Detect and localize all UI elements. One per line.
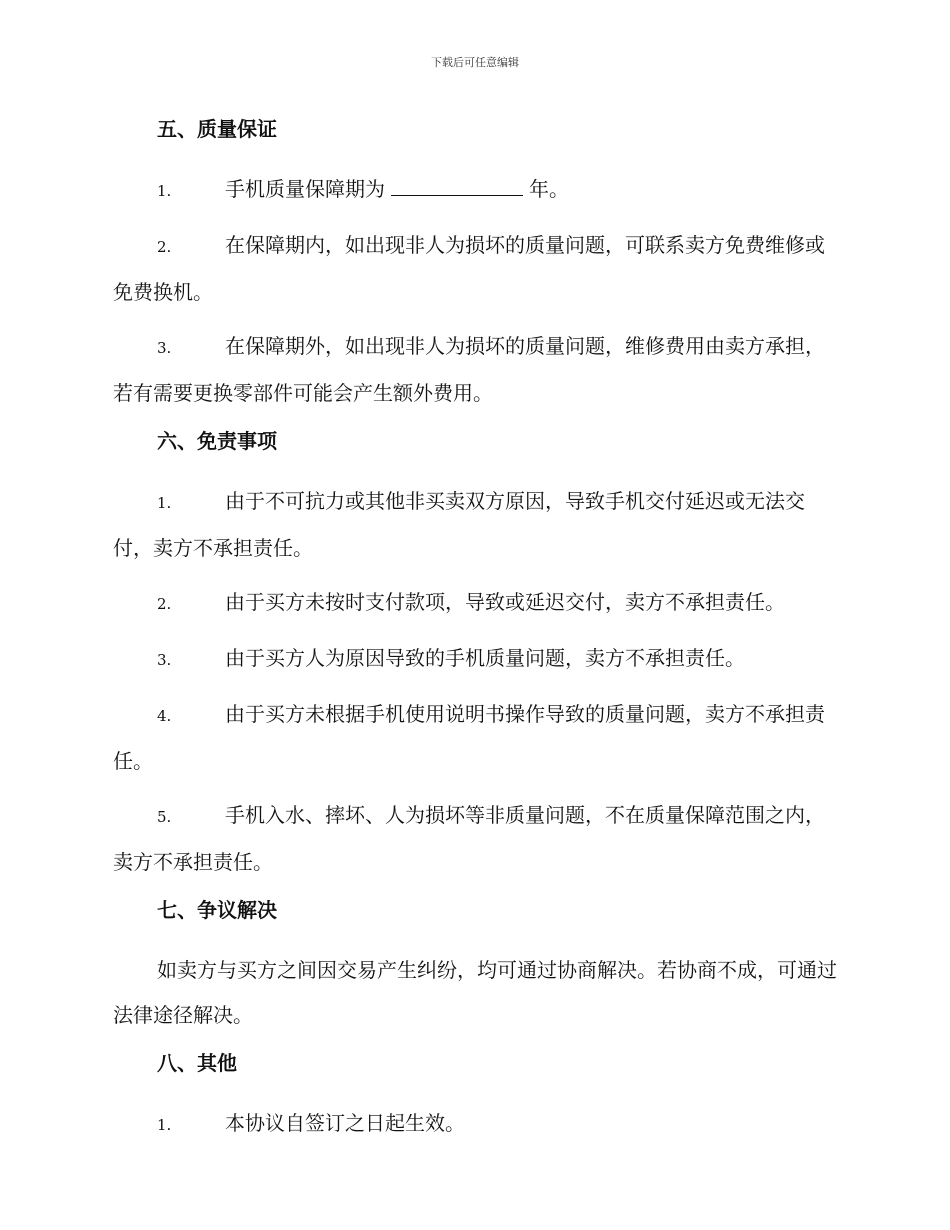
list-item xyxy=(113,692,838,784)
item-number: 2. xyxy=(157,595,172,613)
section-heading-disclaimer: 六、免责事项 xyxy=(157,429,277,453)
list-item xyxy=(113,793,838,885)
item-number: 1. xyxy=(157,1116,172,1134)
item-text: 手机入水、摔坏、人为损坏等非质量问题，不在质量保障范围之内，卖方不承担责任。 xyxy=(113,803,825,874)
item-text: 本协议自签订之日起生效。 xyxy=(225,1111,465,1135)
item-text: 由于买方未根据手机使用说明书操作导致的质量问题，卖方不承担责任。 xyxy=(113,702,825,773)
item-text: 年。 xyxy=(529,177,569,201)
item-number: 3. xyxy=(157,339,172,357)
document-body xyxy=(113,113,838,1157)
section-heading-other: 八、其他 xyxy=(157,1051,237,1075)
item-text: 在保障期外，如出现非人为损坏的质量问题，维修费用由卖方承担，若有需要更换零部件可能会产生额外费用。 xyxy=(113,334,825,405)
section-heading-dispute-resolution: 七、争议解决 xyxy=(157,898,277,922)
item-text: 在保障期内，如出现非人为损坏的质量问题，可联系卖方免费维修或免费换机。 xyxy=(113,233,825,304)
list-item xyxy=(113,223,838,315)
fill-in-blank[interactable] xyxy=(391,177,523,196)
paragraph: 如卖方与买方之间因交易产生纠纷，均可通过协商解决。若协商不成，可通过法律途径解决。 xyxy=(113,958,837,1027)
item-text: 手机质量保障期为 xyxy=(225,177,385,201)
list-item xyxy=(113,580,838,627)
list-item xyxy=(113,1101,838,1148)
item-number: 4. xyxy=(157,707,172,725)
list-item xyxy=(113,636,838,683)
list-item xyxy=(113,479,838,571)
header-note: 下载后可任意编辑 xyxy=(431,56,519,69)
section-heading-quality-guarantee: 五、质量保证 xyxy=(157,117,277,141)
item-text: 由于不可抗力或其他非买卖双方原因，导致手机交付延迟或无法交付，卖方不承担责任。 xyxy=(113,489,805,560)
item-number: 1. xyxy=(157,494,172,512)
item-text: 由于买方人为原因导致的手机质量问题，卖方不承担责任。 xyxy=(225,646,745,670)
item-number: 5. xyxy=(157,808,172,826)
list-item xyxy=(113,324,838,416)
item-number: 2. xyxy=(157,238,172,256)
list-item xyxy=(113,167,838,214)
item-number: 1. xyxy=(157,182,172,200)
item-text: 由于买方未按时支付款项，导致或延迟交付，卖方不承担责任。 xyxy=(225,590,785,614)
item-number: 3. xyxy=(157,651,172,669)
